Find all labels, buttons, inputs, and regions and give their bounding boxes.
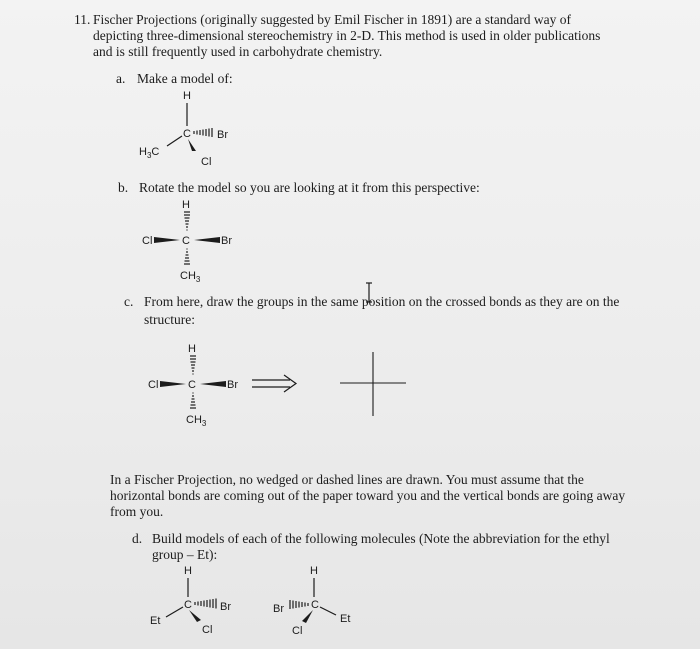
fischer-note-line-3: from you. [110,504,164,519]
mol-a-top-h: H [183,90,191,102]
part-b-text: Rotate the model so you are looking at it from this perspective: [139,180,480,195]
part-d-line-1: Build models of each of the following molecules (Note the abbreviation for the ethyl [152,531,610,546]
mol-c-wedge-bond-br [200,381,226,387]
mol-c-dashed-bond-bottom [190,393,196,408]
mol-d1-center-c: C [184,599,192,611]
mol-b-right-br: Br [221,235,232,247]
mol-b-top-h: H [182,199,190,211]
mol-d2-center-c: C [311,599,319,611]
fischer-note-line-1: In a Fischer Projection, no wedged or dashed lines are drawn. You must assume that the [110,472,584,487]
part-a-text: Make a model of: [137,71,233,86]
text-cursor-icon [364,282,374,304]
mol-a-left-methyl: $H_3C$ [139,146,160,160]
mol-d1-bottom-cl: Cl [202,624,213,636]
mol-b-wedge-bond-br [194,237,220,243]
mol-d1-wedge-bond-cl [189,610,201,622]
mol-a-center-c: C [183,128,191,140]
mol-c-wedge-bond-cl [160,381,186,387]
part-d-label: d. [132,531,143,546]
mol-b-wedge-bond-cl [154,237,180,243]
mol-c-center-c: C [188,379,196,391]
mol-c-top-h: H [188,343,196,355]
mol-d1-left-et: Et [150,615,161,627]
mol-d2-top-h: H [310,565,318,577]
mol-d2-dashed-bond-br [290,600,308,609]
mol-d1-bond-et [166,607,183,617]
mol-c-right-br: Br [227,379,238,391]
mol-d2-bottom-cl: Cl [292,625,303,637]
intro-line-1: Fischer Projections (originally suggested by Emil Fischer in 1891) are a standard way of [93,12,572,27]
mol-b-dashed-bond-bottom [184,249,190,264]
mol-a-bond-methyl [167,136,182,146]
mol-b-dashed-bond-top [184,212,190,230]
molecule-c-perspective [146,340,256,430]
part-d-line-2: group – Et): [152,547,218,562]
intro-line-2: depicting three-dimensional stereochemistry in 2-D. This method is used in older publications [93,28,601,43]
mol-d1-top-h: H [184,565,192,577]
molecule-d1-wedge-dash [146,563,256,645]
part-c-line-2: structure: [144,312,195,327]
mol-d2-wedge-bond-cl [302,610,313,623]
part-a-label: a. [116,71,126,86]
question-number: 11. [74,12,91,27]
mol-a-wedge-bond-cl [188,139,196,151]
fischer-note-line-2: horizontal bonds are coming out of the paper toward you and the vertical bonds are going away [110,488,626,503]
mol-b-bottom-ch3: $CH_3$ [180,270,201,284]
empty-fischer-cross [338,350,410,420]
mol-c-bottom-ch3: $CH_3$ [186,414,207,428]
mol-d1-right-br: Br [220,601,231,613]
part-c-label: c. [124,294,134,309]
mol-d2-bond-et [320,607,336,615]
molecule-d2-wedge-dash [270,563,380,645]
mol-a-bottom-cl: Cl [201,156,212,168]
mol-d1-dashed-bond-br [195,599,216,609]
mol-a-right-br: Br [217,129,228,141]
mol-c-dashed-bond-top [190,356,196,374]
molecule-a-wedge-dash [135,88,255,170]
mol-d2-left-br: Br [273,603,284,615]
implies-arrow-icon [250,374,300,394]
part-b-label: b. [118,180,129,195]
mol-b-center-c: C [182,235,190,247]
part-c-line-1: From here, draw the groups in the same position on the crossed bonds as they are on the [144,294,620,309]
mol-b-left-cl: Cl [142,235,153,247]
intro-line-3: and is still frequently used in carbohydrate chemistry. [93,44,383,59]
mol-a-dashed-bond-br [194,128,212,137]
molecule-b-perspective [140,196,250,286]
mol-c-left-cl: Cl [148,379,159,391]
mol-d2-right-et: Et [340,613,351,625]
